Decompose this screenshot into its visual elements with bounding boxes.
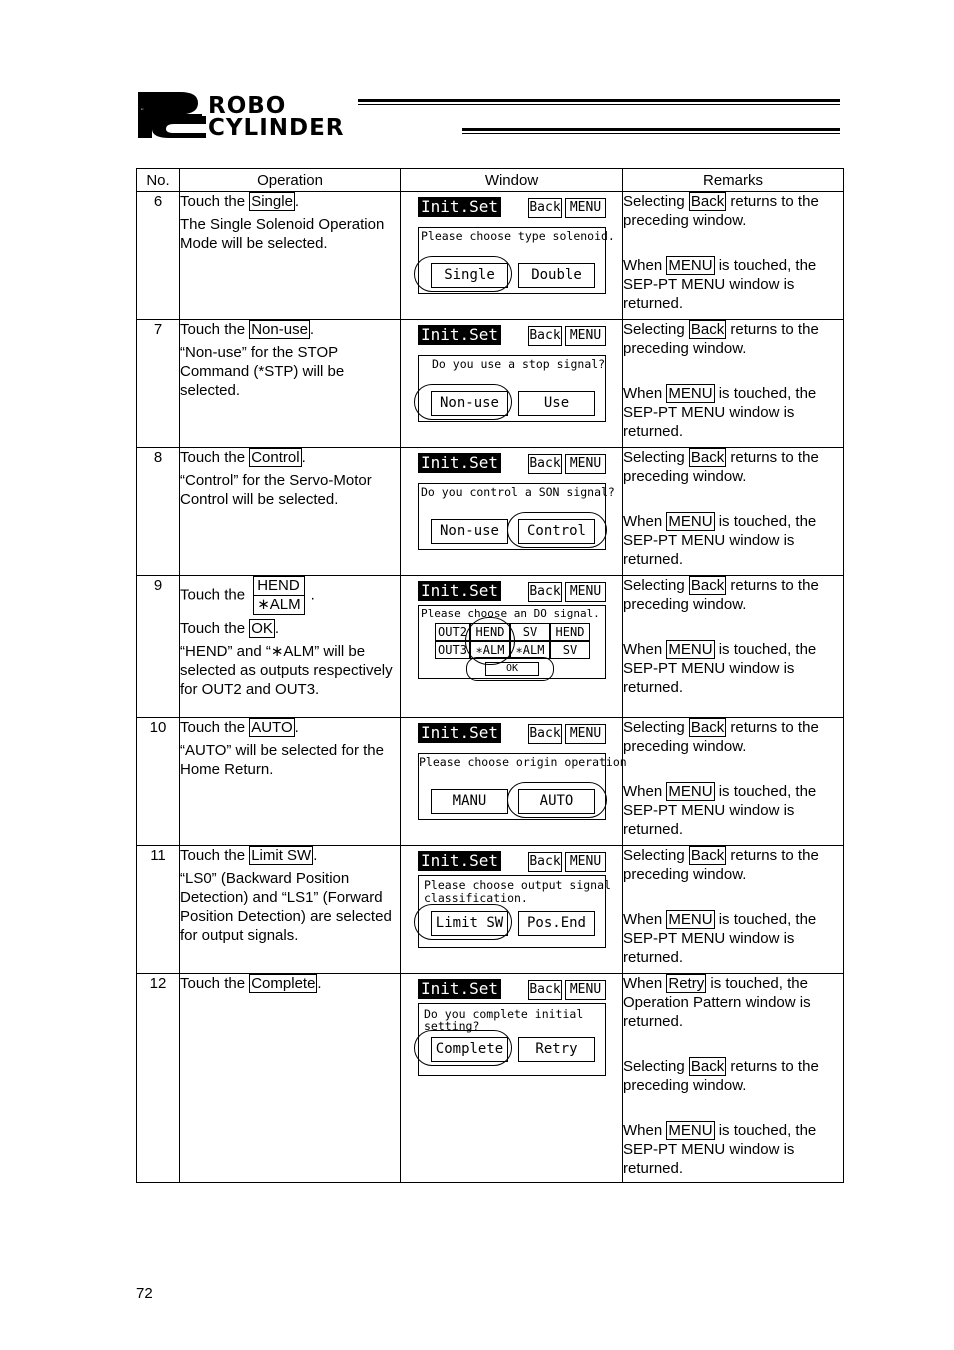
- selection-circle: [414, 384, 512, 420]
- lcd-sv-option-2[interactable]: SV: [550, 641, 590, 659]
- svg-text:RC: RC: [141, 109, 144, 111]
- lcd-window: [418, 325, 606, 424]
- lcd-menu-button[interactable]: MENU: [565, 582, 606, 602]
- robo-cylinder-logo: [136, 90, 846, 140]
- lcd-alm-option-2[interactable]: ∗ALM: [510, 641, 550, 659]
- operation-note: The Single Solenoid Operation Mode will be selected.: [180, 216, 385, 252]
- lcd-window: [418, 851, 611, 950]
- operation-cell: Touch the Control . “Control” for the Servo-Motor Control will be selected.: [180, 448, 401, 576]
- table-header-row: [137, 169, 844, 192]
- lcd-back-button[interactable]: Back: [528, 724, 562, 744]
- remarks-cell: Selecting Back returns to the preceding window. When MENU is touched, the SEP-PT MENU window is returned.: [623, 192, 844, 320]
- key-label: Single: [251, 193, 293, 210]
- remarks-cell: Selecting Back returns to the preceding window. When MENU is touched, the SEP-PT MENU window is returned.: [623, 448, 844, 576]
- window-cell: [401, 576, 623, 718]
- lcd-auto-button[interactable]: AUTO: [518, 789, 595, 814]
- lcd-hend-option[interactable]: HEND: [470, 623, 510, 641]
- lcd-single-button[interactable]: Single: [431, 263, 508, 288]
- col-header-no: No.: [137, 169, 180, 192]
- lcd-menu-button[interactable]: MENU: [565, 326, 606, 346]
- key-label: OK: [251, 620, 273, 637]
- selection-circle: [507, 782, 607, 818]
- window-cell: [401, 846, 623, 974]
- col-header-remarks: Remarks: [623, 169, 844, 192]
- page-number: 72: [136, 1285, 153, 1302]
- operation-note: “Control” for the Servo-Motor Control will be selected.: [180, 472, 372, 508]
- operation-note: “Non-use” for the STOP Command (*STP) will be selected.: [180, 344, 345, 399]
- operation-cell: Touch the Complete .: [180, 974, 401, 1183]
- lcd-question: Please choose type solenoid.: [421, 229, 615, 243]
- row-number: 7: [137, 320, 180, 448]
- header-rule-top-2: [358, 104, 840, 105]
- selection-circle: [507, 512, 607, 548]
- key-label: Control: [251, 449, 300, 466]
- lcd-question-line-2: setting?: [424, 1019, 480, 1033]
- lcd-manu-button[interactable]: MANU: [431, 789, 508, 814]
- selection-circle: [414, 256, 512, 292]
- lcd-use-button[interactable]: Use: [518, 391, 595, 416]
- lcd-retry-button[interactable]: Retry: [518, 1037, 595, 1062]
- lcd-title: Init.Set: [418, 581, 501, 601]
- lcd-window: [418, 723, 627, 822]
- table-row: [137, 192, 844, 320]
- header-rule-bottom-2: [462, 133, 840, 134]
- table-row: [137, 718, 844, 846]
- rc-logo-mark: [136, 90, 208, 140]
- row-number: 9: [137, 576, 180, 718]
- col-header-operation: Operation: [180, 169, 401, 192]
- lcd-question: Please choose origin operation: [419, 755, 627, 769]
- lcd-window: [418, 453, 615, 552]
- header-rule-bottom-1: [462, 128, 840, 131]
- lcd-control-button[interactable]: Control: [518, 519, 595, 544]
- lcd-back-button[interactable]: Back: [528, 198, 562, 218]
- operation-cell: Touch the Non-use . “Non-use” for the STOP Command (*STP) will be selected.: [180, 320, 401, 448]
- remarks-cell: Selecting Back returns to the preceding window. When MENU is touched, the SEP-PT MENU window is returned.: [623, 320, 844, 448]
- table-row: [137, 320, 844, 448]
- lcd-non-use-button[interactable]: Non-use: [431, 391, 508, 416]
- lcd-limit-sw-button[interactable]: Limit SW: [431, 911, 508, 936]
- row-number: 11: [137, 846, 180, 974]
- table-row: [137, 974, 844, 1183]
- lcd-window: [418, 979, 606, 1078]
- lcd-window: [418, 197, 615, 296]
- row-number: 8: [137, 448, 180, 576]
- lcd-ok-button[interactable]: OK: [485, 662, 539, 676]
- lcd-back-button[interactable]: Back: [528, 980, 562, 1000]
- lcd-title: Init.Set: [418, 325, 501, 345]
- selection-circle: [414, 904, 512, 940]
- operation-note: “AUTO” will be selected for the Home Return.: [180, 742, 384, 778]
- operation-cell: Touch the Limit SW . “LS0” (Backward Position Detection) and “LS1” (Forward Position Detection) are selected for output signals.: [180, 846, 401, 974]
- lcd-question: Do you complete initial: [424, 1007, 584, 1021]
- lcd-title: Init.Set: [418, 197, 501, 217]
- lcd-complete-button[interactable]: Complete: [431, 1037, 508, 1062]
- lcd-menu-button[interactable]: MENU: [565, 454, 606, 474]
- selection-circle: [466, 657, 554, 681]
- table-row: [137, 846, 844, 974]
- window-cell: [401, 320, 623, 448]
- window-cell: [401, 718, 627, 846]
- lcd-menu-button[interactable]: MENU: [565, 198, 606, 218]
- brand-cylinder: CYLINDER: [208, 115, 345, 141]
- header-rule-top-1: [358, 99, 840, 102]
- key-label: Non-use: [251, 321, 308, 338]
- lcd-title: Init.Set: [418, 723, 501, 743]
- lcd-back-button[interactable]: Back: [528, 454, 562, 474]
- lcd-back-button[interactable]: Back: [528, 326, 562, 346]
- lcd-alm-option[interactable]: ∗ALM: [470, 641, 510, 659]
- lcd-menu-button[interactable]: MENU: [565, 852, 606, 872]
- window-cell: [401, 192, 623, 320]
- key-label: Limit SW: [251, 847, 312, 864]
- lcd-pos-end-button[interactable]: Pos.End: [518, 911, 595, 936]
- remarks-cell: Selecting Back returns to the preceding window. When MENU is touched, the SEP-PT MENU window is returned.: [623, 846, 844, 974]
- lcd-out2-label: OUT2: [435, 623, 470, 641]
- operation-cell: Touch the HEND ∗ALM . Touch the OK . “HEND” and “∗ALM” will be selected as outputs respectively for OUT2 and OUT3.: [180, 576, 401, 718]
- table-row: [137, 576, 844, 718]
- key-label: AUTO: [251, 719, 293, 736]
- lcd-hend-option-2[interactable]: HEND: [550, 623, 590, 641]
- remarks-cell: Selecting Back returns to the preceding window. When MENU is touched, the SEP-PT MENU window is returned.: [623, 718, 844, 846]
- lcd-menu-button[interactable]: MENU: [565, 724, 606, 744]
- operation-cell: Touch the AUTO . “AUTO” will be selected for the Home Return.: [180, 718, 401, 846]
- row-number: 12: [137, 974, 180, 1183]
- table-row: [137, 448, 844, 576]
- lcd-question: Please choose an DO signal.: [421, 607, 600, 620]
- window-cell: [401, 448, 623, 576]
- lcd-out3-label: OUT3: [435, 641, 470, 659]
- operation-cell: Touch the Single . The Single Solenoid Operation Mode will be selected.: [180, 192, 401, 320]
- window-cell: [401, 974, 623, 1183]
- col-header-window: Window: [401, 169, 623, 192]
- operation-note: “HEND” and “∗ALM” will be selected as outputs respectively for OUT2 and OUT3.: [180, 643, 393, 698]
- row-number: 6: [137, 192, 180, 320]
- key-label: Complete: [251, 975, 316, 992]
- lcd-sv-option[interactable]: SV: [510, 623, 550, 641]
- lcd-question: Do you use a stop signal?: [432, 357, 606, 371]
- selection-circle: [414, 1030, 512, 1066]
- remarks-cell: When Retry is touched, the Operation Pattern window is returned. Selecting Back returns to the preceding window. When MENU is touched, the SEP-PT MENU window is returned.: [623, 974, 844, 1183]
- lcd-title: Init.Set: [418, 453, 501, 473]
- lcd-back-button[interactable]: Back: [528, 852, 562, 872]
- key-stack: HEND ∗ALM: [253, 576, 304, 615]
- lcd-menu-button[interactable]: MENU: [565, 980, 606, 1000]
- lcd-back-button[interactable]: Back: [528, 582, 562, 602]
- lcd-question-line-2: classification.: [424, 891, 528, 905]
- row-number: 10: [137, 718, 180, 846]
- lcd-question: Please choose output signal: [424, 878, 611, 892]
- operation-note: “LS0” (Backward Position Detection) and “LS1” (Forward Position Detection) are selected for output signals.: [180, 870, 392, 944]
- lcd-non-use-button[interactable]: Non-use: [431, 519, 508, 544]
- lcd-title: Init.Set: [418, 979, 501, 999]
- remarks-cell: Selecting Back returns to the preceding window. When MENU is touched, the SEP-PT MENU window is returned.: [623, 576, 844, 718]
- brand-robo: ROBO: [208, 93, 287, 119]
- operations-table: [136, 168, 844, 1183]
- lcd-question: Do you control a SON signal?: [421, 485, 615, 499]
- lcd-title: Init.Set: [418, 851, 501, 871]
- lcd-window: [418, 581, 606, 681]
- lcd-double-button[interactable]: Double: [518, 263, 595, 288]
